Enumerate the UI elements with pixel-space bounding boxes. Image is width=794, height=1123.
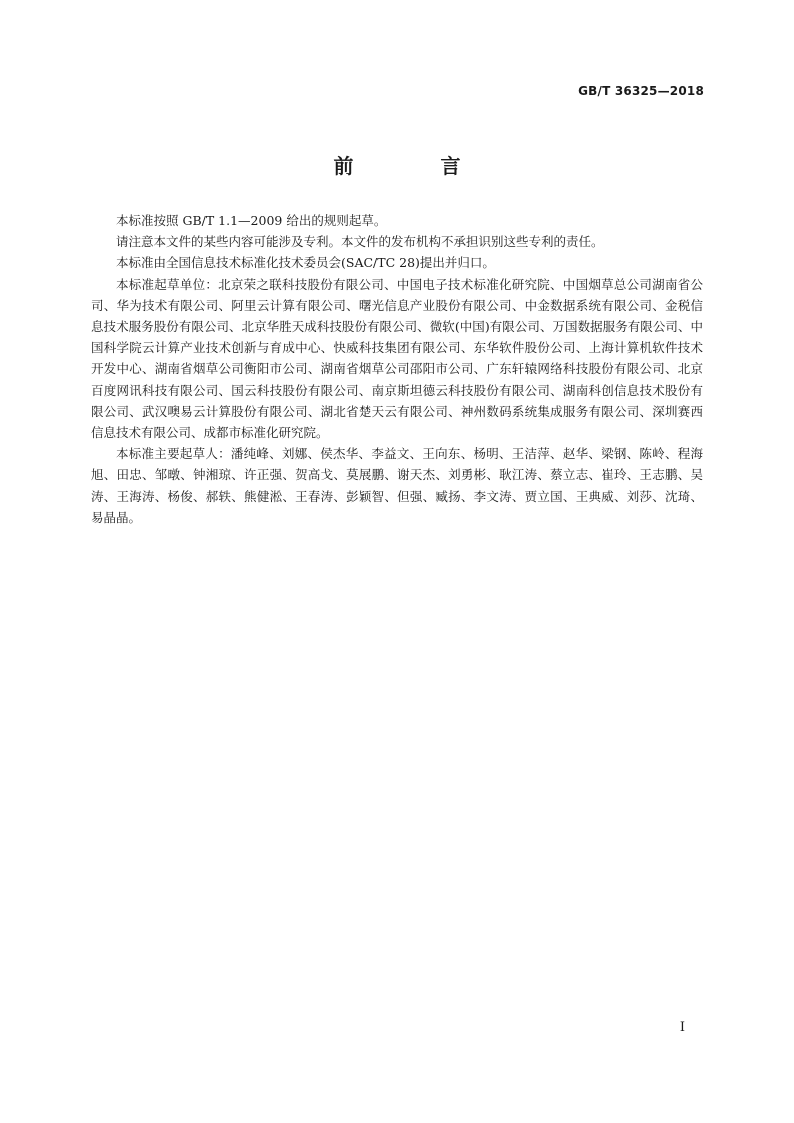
standard-code: GB/T 36325—2018 xyxy=(578,84,704,98)
paragraph-drafting-organizations: 本标准起草单位：北京荣之联科技股份有限公司、中国电子技术标准化研究院、中国烟草总公司湖南省公司、华为技术有限公司、阿里云计算有限公司、曙光信息产业股份有限公司、中金数据系统有限公司、金税信息技术服务股份有限公司、北京华胜天成科技股份有限公司、微软(中国)有限公司、万国数据服务有限公司、中国科学院云计算产业技术创新与育成中心、快威科技集团有限公司、东华软件股份公司、上海计算机软件技术开发中心、湖南省烟草公司衡阳市公司、湖南省烟草公司邵阳市公司、广东轩辕网络科技股份有限公司、北京百度网讯科技有限公司、国云科技股份有限公司、南京斯坦德云科技股份有限公司、湖南科创信息技术股份有限公司、武汉噢易云计算股份有限公司、湖北省楚天云有限公司、神州数码系统集成服务有限公司、深圳赛西信息技术有限公司、成都市标准化研究院。 xyxy=(91,276,703,441)
paragraph-patent-notice: 请注意本文件的某些内容可能涉及专利。本文件的发布机构不承担识别这些专利的责任。 xyxy=(116,234,604,250)
foreword-body xyxy=(91,210,703,528)
paragraph-proposer: 本标准由全国信息技术标准化技术委员会(SAC/TC 28)提出并归口。 xyxy=(116,255,495,271)
page-number: I xyxy=(679,1020,685,1035)
paragraph-drafting-rules: 本标准按照 GB/T 1.1—2009 给出的规则起草。 xyxy=(116,213,387,228)
paragraph-drafters: 本标准主要起草人：潘纯峰、刘娜、侯杰华、李益文、王向东、杨明、王洁萍、赵华、梁钢、陈岭、程海旭、田忠、邹暾、钟湘琼、许正强、贺高戈、莫展鹏、谢天杰、刘勇彬、耿江涛、蔡立志、崔玲、王志鹏、吴涛、王海涛、杨俊、郝轶、熊健淞、王春涛、彭颖智、但强、臧扬、李文涛、贾立国、王典威、刘莎、沈琦、易晶晶。 xyxy=(91,446,703,525)
page-title: 前 言 xyxy=(333,154,501,178)
